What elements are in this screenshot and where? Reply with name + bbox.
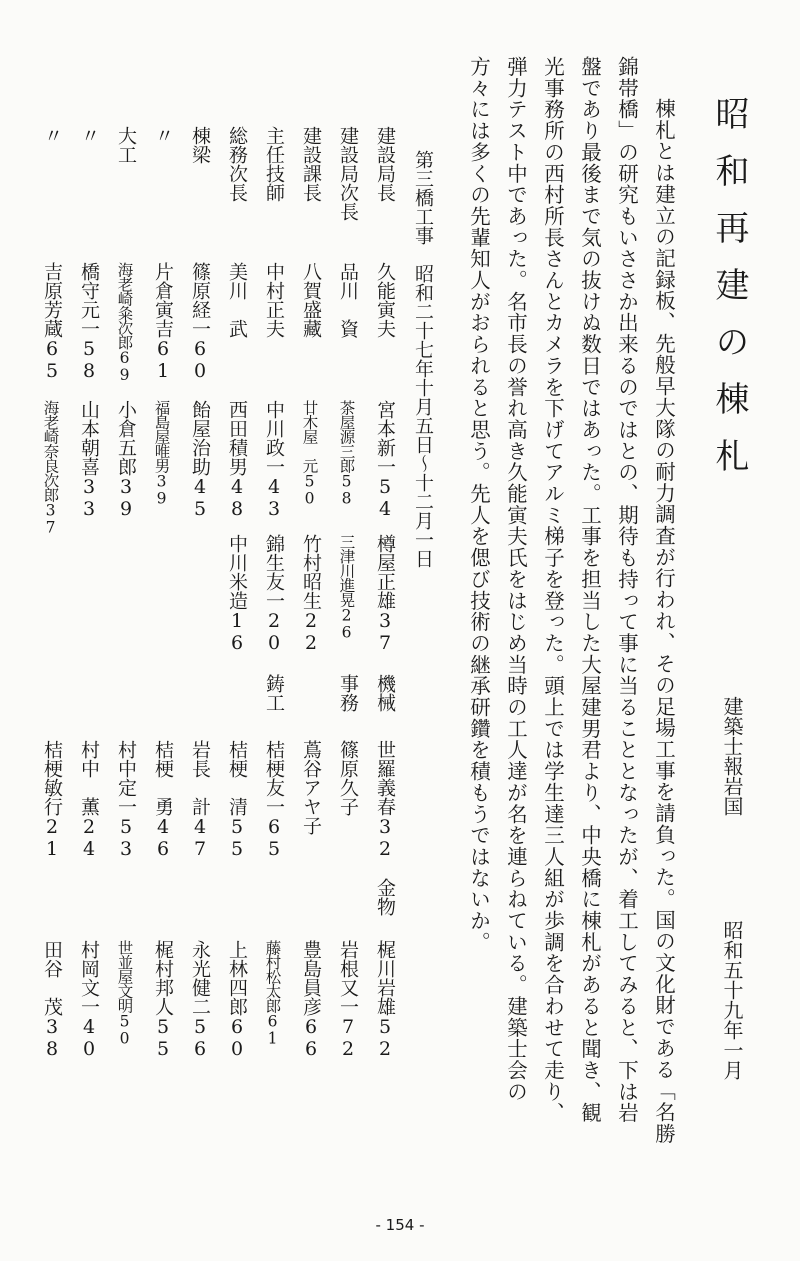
roster-cell-c5: 梶川岩雄52 [374,940,396,1060]
roster-cell-c3: 竹村昭生22 [300,534,322,654]
roster-cell-c4: 世羅義春32 [374,740,396,860]
roster-cell-c5-label: 金物 [374,878,396,916]
roster-cell-c2: 山本朝喜33 [78,400,100,520]
roster-cell-c5: 藤村松太郎61 [263,940,282,1047]
roster-cell-c2: 中川政一43 [263,400,285,520]
body-line-6: 方々には多くの先輩知人がおられると思う。先人を偲び技術の継承研鑽を積もうではないか。 [466,56,491,953]
roster-cell-c4: 岩長 計47 [189,740,211,860]
publication-date: 昭和五十九年一月 [720,920,744,1080]
roster-cell-c2: 西田積男48 [226,400,248,520]
roster-cell-c5: 永光健二56 [189,940,211,1060]
roster-cell-c1: 八賀盛藏 [300,262,322,338]
roster-cell-c4-label: 事務 [337,674,359,712]
roster-cell-c3: 中川米造16 [226,534,248,654]
roster-cell-role: 〃 [41,126,63,145]
roster-cell-c4: 村中定一53 [115,740,137,860]
page-title: 昭和再建の棟札 [709,96,749,495]
author-credit: 建築士報岩国 [720,696,744,816]
roster-cell-c2: 飴屋治助45 [189,400,211,520]
roster-cell-role: 総務次長 [226,126,248,202]
roster-cell-role: 主任技師 [263,126,285,202]
roster-cell-c5: 豊島員彦66 [300,940,322,1060]
roster-cell-c2: 海老崎奈良次郎37 [41,400,60,536]
roster-cell-c5: 田谷 茂38 [41,940,63,1060]
roster-cell-c5: 世並屋文明50 [115,940,134,1047]
roster-cell-c5: 梶村邦人55 [152,940,174,1060]
roster-cell-c1: 久能寅夫 [374,262,396,338]
roster-cell-c3: 錦生友一20 [263,534,285,654]
roster-cell-c1: 海老崎粂次郎69 [115,262,134,383]
roster-cell-c4: 篠原久子 [337,740,359,816]
roster-cell-c2: 小倉五郎39 [115,400,137,520]
roster-cell-c3: 樽屋正雄37 [374,534,396,654]
roster-cell-c3: 三津川進晃26 [337,534,356,641]
roster-cell-c5: 村岡文一40 [78,940,100,1060]
roster-cell-c4: 桔梗友一65 [263,740,285,860]
roster-cell-role: 〃 [78,126,100,145]
roster-cell-c1: 片倉寅吉61 [152,262,174,382]
roster-cell-c2: 宮本新一54 [374,400,396,520]
roster-cell-c2: 福島屋唯男39 [152,400,171,507]
body-line-2: 錦帯橋」の研究もいささか出来るのではとの、期待も持って事に当ることとなったが、着工してみると、下は岩 [614,56,639,1124]
body-line-3: 盤であり最後まで気の抜けぬ数日ではあった。工事を担当した大屋建男君より、中央橋に棟札があると聞き、観 [577,56,602,1124]
roster-cell-c4: 桔梗 勇46 [152,740,174,860]
roster-cell-c4: 村中 薫24 [78,740,100,860]
roster-cell-c2: 廿木屋 元50 [300,400,319,507]
roster-cell-role: 大工 [115,126,137,164]
roster-cell-c1: 橋守元一58 [78,262,100,382]
roster-cell-c4-label: 機械 [374,674,396,712]
roster-cell-c1: 品川 資 [337,262,359,338]
roster-cell-c4-label: 鋳工 [263,674,285,712]
roster-cell-role: 建設局次長 [337,126,359,221]
roster-cell-c1: 吉原芳蔵65 [41,262,63,382]
roster-cell-role: 建設課長 [300,126,322,202]
roster-cell-role: 棟梁 [189,126,211,164]
roster-cell-c4: 蔦谷アヤ子 [300,740,322,835]
body-line-4: 光事務所の西村所長さんとカメラを下げてアルミ梯子を登った。頭上では学生達三人組が歩調を合わせて走り、 [540,56,565,1124]
roster-cell-c2: 茶屋源三郎58 [337,400,356,507]
page-number: - 154 - [375,1216,425,1234]
record-header: 第三橋工事 昭和二十七年十月五日〜十二月一日 [412,150,434,568]
roster-cell-c4: 桔梗 清55 [226,740,248,860]
roster-cell-c5: 岩根又一72 [337,940,359,1060]
roster-cell-c5: 上林四郎60 [226,940,248,1060]
roster-cell-c1: 美川 武 [226,262,248,338]
roster-cell-c1: 中村正夫 [263,262,285,338]
roster-cell-role: 建設局長 [374,126,396,202]
roster-cell-role: 〃 [152,126,174,145]
roster-cell-c4: 桔梗敏行21 [41,740,63,860]
body-line-1: 棟札とは建立の記録板、先般早大隊の耐力調査が行われ、その足場工事を請負った。国の文化財である「名勝 [651,98,676,1145]
roster-cell-c1: 篠原経一60 [189,262,211,382]
body-line-5: 弾力テスト中であった。名市長の誉れ高き久能寅夫氏をはじめ当時の工人達が名を連らねている。建築士会の [503,56,528,1103]
